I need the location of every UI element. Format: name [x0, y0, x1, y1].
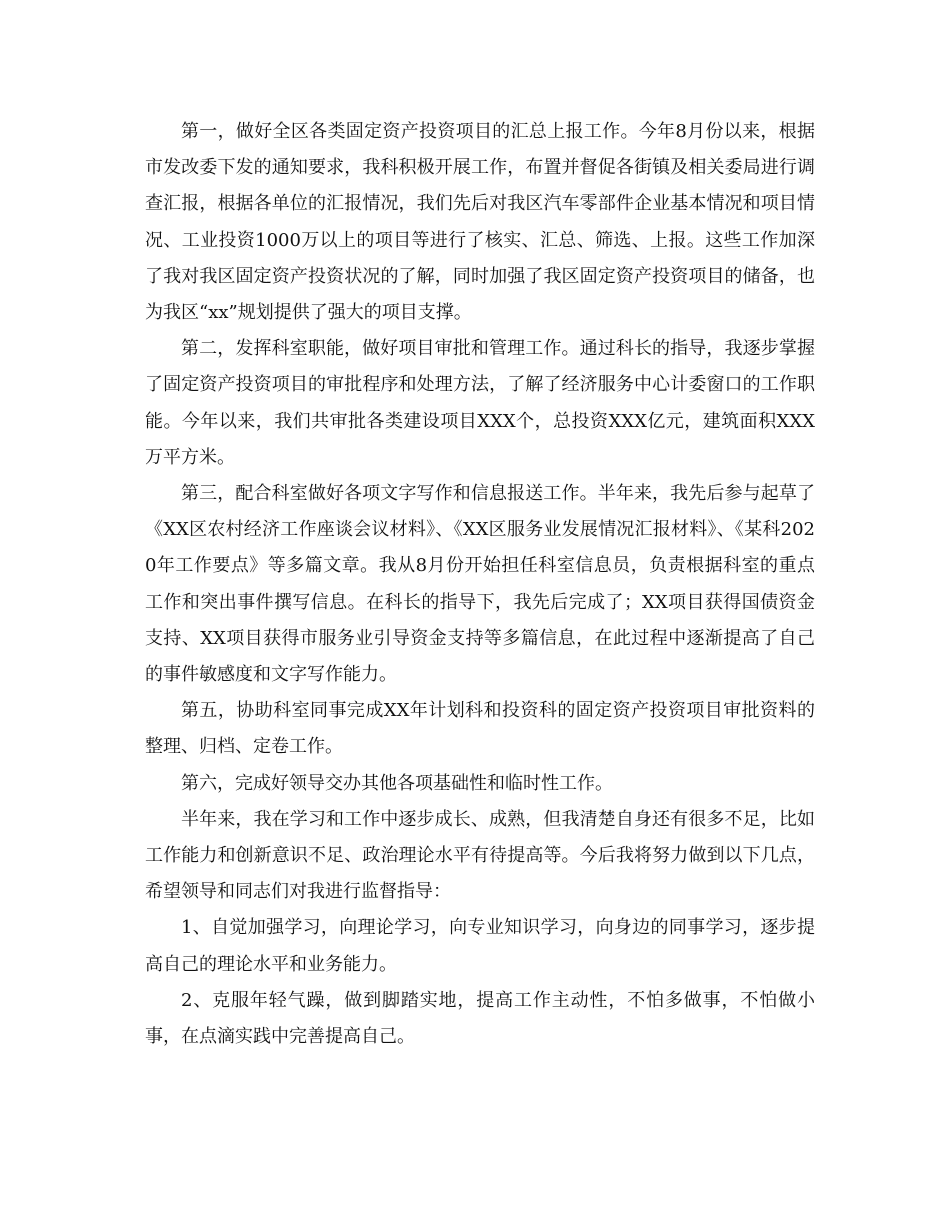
paragraph-8: 2、克服年轻气躁，做到脚踏实地，提高工作主动性，不怕多做事，不怕做小事，在点滴实践中完善提高自己。 — [145, 989, 815, 1048]
paragraph-2: 第二，发挥科室职能，做好项目审批和管理工作。通过科长的指导，我逐步掌握了固定资产投资项目的审批程序和处理方法，了解了经济服务中心计委窗口的工作职能。今年以来，我们共审批各类建设项目XXX个，总投资XXX亿元，建筑面积XXX万平方米。 — [145, 338, 815, 468]
paragraph-1: 第一，做好全区各类固定资产投资项目的汇总上报工作。今年8月份以来，根据市发改委下发的通知要求，我科积极开展工作，布置并督促各街镇及相关委局进行调查汇报，根据各单位的汇报情况，我们先后对我区汽车零部件企业基本情况和项目情况、工业投资1000万以上的项目等进行了核实、汇总、筛选、上报。这些工作加深了我对我区固定资产投资状况的了解，同时加强了我区固定资产投资项目的储备，也为我区“xx”规划提供了强大的项目支撑。 — [145, 121, 815, 324]
paragraph-3: 第三，配合科室做好各项文字写作和信息报送工作。半年来，我先后参与起草了《XX区农村经济工作座谈会议材料》、《XX区服务业发展情况汇报材料》、《某科2020年工作要点》等多篇文章。我从8月份开始担任科室信息员，负责根据科室的重点工作和突出事件撰写信息。在科长的指导下，我先后完成了；XX项目获得国债资金支持、XX项目获得市服务业引导资金支持等多篇信息，在此过程中逐渐提高了自己的事件敏感度和文字写作能力。 — [145, 483, 815, 686]
paragraph-6: 半年来，我在学习和工作中逐步成长、成熟，但我清楚自身还有很多不足，比如工作能力和创新意识不足、政治理论水平有待提高等。今后我将努力做到以下几点，希望领导和同志们对我进行监督指导： — [145, 808, 815, 903]
paragraph-4: 第五，协助科室同事完成XX年计划科和投资科的固定资产投资项目审批资料的整理、归档、定卷工作。 — [145, 700, 815, 758]
document-body — [145, 114, 815, 1055]
paragraph-5: 第六，完成好领导交办其他各项基础性和临时性工作。 — [181, 772, 613, 794]
paragraph-7: 1、自觉加强学习，向理论学习，向专业知识学习，向身边的同事学习，逐步提高自己的理论水平和业务能力。 — [145, 917, 815, 975]
